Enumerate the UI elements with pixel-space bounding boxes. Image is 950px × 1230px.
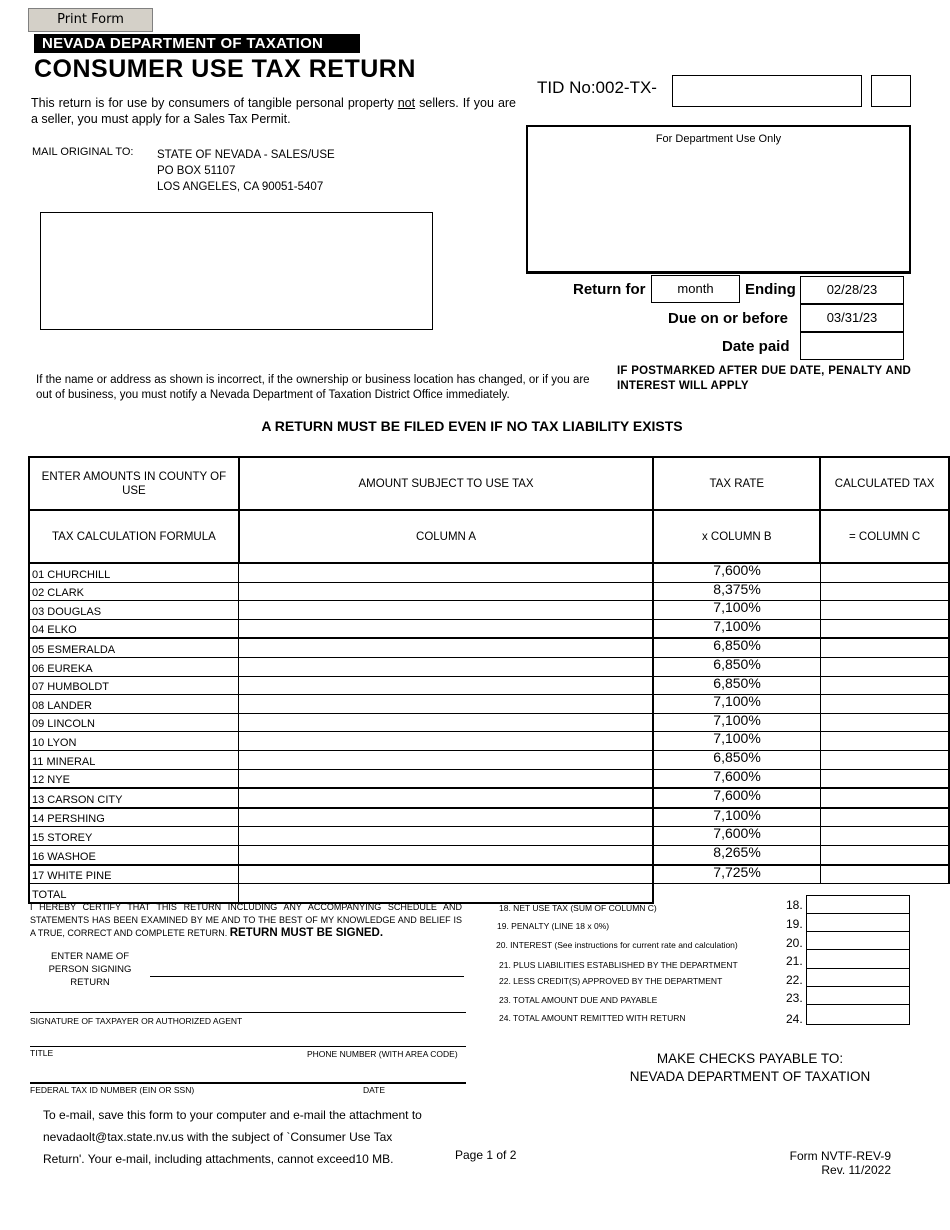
phone-label: PHONE NUMBER (WITH AREA CODE) [307,1049,458,1059]
tax-rate: 7,100% [653,695,820,714]
calculated-tax-input[interactable] [820,732,949,751]
amount-input[interactable] [239,657,654,676]
summary-label-24: 24. TOTAL AMOUNT REMITTED WITH RETURN [499,1013,686,1023]
calculated-tax-input[interactable] [820,676,949,695]
table-row [29,619,949,638]
calculated-tax-input[interactable] [820,808,949,827]
calculated-tax-input[interactable] [820,845,949,864]
fein-date-line[interactable] [30,1082,466,1084]
header-rate: TAX RATE [653,457,820,510]
amount-input[interactable] [239,788,654,808]
empty-cell [653,884,820,903]
intro-underlined: not [397,96,416,110]
county-name: 10 LYON [29,732,239,751]
tid-label: TID No:002-TX- [537,78,657,97]
tax-rate: 7,600% [653,827,820,846]
tax-rate: 7,100% [653,619,820,638]
amount-input[interactable] [239,638,654,657]
signer-name-label: ENTER NAME OF PERSON SIGNING RETURN [48,951,132,988]
calculated-tax-input[interactable] [820,619,949,638]
calculated-tax-input[interactable] [820,713,949,732]
signature-line[interactable] [30,1012,466,1013]
summary-num-18: 18. [786,898,803,912]
must-file-notice: A RETURN MUST BE FILED EVEN IF NO TAX LIABILITY EXISTS [261,418,683,434]
county-name: 13 CARSON CITY [29,788,239,808]
tax-rate: 6,850% [653,750,820,769]
formula-amount: COLUMN A [239,510,654,563]
summary-input-22[interactable] [806,968,910,987]
amount-input[interactable] [239,769,654,788]
county-name: 14 PERSHING [29,808,239,827]
table-row [29,845,949,864]
calculated-tax-input[interactable] [820,582,949,601]
tax-rate: 7,600% [653,563,820,582]
summary-label-18: 18. NET USE TAX (SUM OF COLUMN C) [499,903,657,913]
title-phone-line[interactable] [30,1046,466,1047]
table-row [29,865,949,884]
tax-rate: 7,100% [653,713,820,732]
mail-address-line: PO BOX 51107 [157,165,236,177]
table-row [29,695,949,714]
taxpayer-address-input[interactable] [40,212,433,330]
tid-input[interactable] [672,75,862,107]
table-row [29,827,949,846]
mail-label: MAIL ORIGINAL TO: [32,146,134,158]
tax-rate: 7,100% [653,732,820,751]
calculated-tax-input[interactable] [820,657,949,676]
certification-text [30,901,462,940]
calculated-tax-input[interactable] [820,601,949,620]
amount-input[interactable] [239,676,654,695]
county-name: 05 ESMERALDA [29,638,239,657]
amount-input[interactable] [239,808,654,827]
amount-input[interactable] [239,713,654,732]
summary-input-19[interactable] [806,913,910,932]
summary-label-23: 23. TOTAL AMOUNT DUE AND PAYABLE [499,995,658,1005]
calculated-tax-input[interactable] [820,695,949,714]
table-row [29,582,949,601]
amount-input[interactable] [239,582,654,601]
page-title: CONSUMER USE TAX RETURN [34,55,416,83]
return-for-label: Return for [573,281,646,298]
tax-calculation-table [28,456,950,904]
amount-input[interactable] [239,827,654,846]
table-header-row [29,457,949,510]
tax-rate: 6,850% [653,657,820,676]
tax-rate: 7,725% [653,865,820,884]
summary-label-20: 20. INTEREST (See instructions for current rate and calculation) [496,940,738,950]
make-checks-payable [600,1050,900,1086]
summary-num-19: 19. [786,917,803,931]
make-checks-line1: MAKE CHECKS PAYABLE TO: [656,1051,844,1066]
intro-part2: sellers. If you are a seller, you must apply for a Sales Tax Permit. [31,96,517,126]
tax-rate: 7,100% [653,808,820,827]
county-name: 06 EUREKA [29,657,239,676]
county-name: 12 NYE [29,769,239,788]
due-date-input[interactable]: 03/31/23 [800,304,904,332]
table-row [29,732,949,751]
mail-address-line: LOS ANGELES, CA 90051-5407 [157,181,324,193]
form-revision: Rev. 11/2022 [821,1163,891,1177]
address-change-notice: If the name or address as shown is incorrect, if the ownership or business location has changed, or if you are out of business, you must notify a Nevada Department of Taxation District Office immediately. [36,374,590,401]
table-row [29,638,949,657]
table-row [29,808,949,827]
date-paid-label: Date paid [722,338,790,355]
amount-input[interactable] [239,695,654,714]
amount-input[interactable] [239,865,654,884]
amount-input[interactable] [239,601,654,620]
summary-num-24: 24. [786,1012,803,1026]
certification-body: I HEREBY CERTIFY THAT THIS RETURN INCLUDING ANY ACCOMPANYING SCHEDULE AND STATEMENTS HAS BEEN EXAMINED BY ME AND TO THE BEST OF MY KNOWLEDGE AND BELIEF IS A TRUE, CORRECT AND COMPLETE RETURN. [30,902,462,938]
tid-check-digit-input[interactable] [871,75,911,107]
amount-input[interactable] [239,563,654,582]
table-row [29,676,949,695]
must-sign-notice: RETURN MUST BE SIGNED. [229,927,384,939]
department-banner: NEVADA DEPARTMENT OF TAXATION [34,34,360,53]
formula-calculated: = COLUMN C [820,510,949,563]
signature-label: SIGNATURE OF TAXPAYER OR AUTHORIZED AGENT [30,1016,243,1026]
fein-label: FEDERAL TAX ID NUMBER (EIN OR SSN) [30,1085,195,1095]
return-for-input[interactable]: month [651,275,740,303]
print-form-button[interactable]: Print Form [28,8,153,32]
mail-address-line: STATE OF NEVADA - SALES/USE [157,149,335,161]
table-row [29,713,949,732]
summary-num-21: 21. [786,954,803,968]
county-name: 08 LANDER [29,695,239,714]
calculated-tax-input[interactable] [820,827,949,846]
county-name: 02 CLARK [29,582,239,601]
tax-rate: 7,100% [653,601,820,620]
summary-num-22: 22. [786,973,803,987]
amount-input[interactable] [239,845,654,864]
ending-label: Ending [745,281,796,298]
tax-rate: 6,850% [653,676,820,695]
calculated-tax-input[interactable] [820,865,949,884]
tax-rate: 7,600% [653,769,820,788]
county-name: 09 LINCOLN [29,713,239,732]
table-row [29,563,949,582]
calculated-tax-input[interactable] [820,788,949,808]
amount-input[interactable] [239,619,654,638]
department-use-box [526,125,911,274]
formula-rate: x COLUMN B [653,510,820,563]
county-name: 15 STOREY [29,827,239,846]
tax-rate: 8,375% [653,582,820,601]
county-name: 11 MINERAL [29,750,239,769]
date-paid-input[interactable] [800,332,904,360]
postmark-warning: IF POSTMARKED AFTER DUE DATE, PENALTY AND INTEREST WILL APPLY [617,365,911,392]
county-name: 03 DOUGLAS [29,601,239,620]
calculated-tax-input[interactable] [820,750,949,769]
tax-rate: 8,265% [653,845,820,864]
mail-address [157,147,335,195]
county-name: 04 ELKO [29,619,239,638]
table-row [29,657,949,676]
ending-date-input[interactable]: 02/28/23 [800,276,904,304]
formula-county: TAX CALCULATION FORMULA [29,510,239,563]
summary-input-20[interactable] [806,931,910,950]
form-id [760,1149,891,1177]
summary-label-22: 22. LESS CREDIT(S) APPROVED BY THE DEPARTMENT [499,976,723,986]
summary-input-21[interactable] [806,949,910,969]
summary-num-23: 23. [786,991,803,1005]
table-formula-row [29,510,949,563]
summary-input-24[interactable] [806,1004,910,1025]
county-name: 16 WASHOE [29,845,239,864]
amount-input[interactable] [239,750,654,769]
calculated-tax-input[interactable] [820,769,949,788]
header-amount: AMOUNT SUBJECT TO USE TAX [239,457,654,510]
header-calculated: CALCULATED TAX [820,457,949,510]
calculated-tax-input[interactable] [820,563,949,582]
title-label: TITLE [30,1048,54,1058]
summary-label-19: 19. PENALTY (LINE 18 x 0%) [497,921,610,931]
county-name: 01 CHURCHILL [29,563,239,582]
summary-input-23[interactable] [806,986,910,1005]
tax-rate: 7,600% [653,788,820,808]
date-label: DATE [363,1085,386,1095]
calculated-tax-input[interactable] [820,638,949,657]
total-label: TOTAL [29,884,239,903]
table-row [29,769,949,788]
page-number: Page 1 of 2 [455,1148,517,1162]
table-row [29,750,949,769]
department-use-label: For Department Use Only [655,133,782,145]
summary-input-18[interactable] [806,895,910,914]
table-row [29,788,949,808]
summary-label-21: 21. PLUS LIABILITIES ESTABLISHED BY THE DEPARTMENT [499,960,738,970]
table-row [29,601,949,620]
summary-num-20: 20. [786,936,803,950]
county-name: 17 WHITE PINE [29,865,239,884]
intro-part1: This return is for use by consumers of tangible personal property [31,96,398,110]
amount-input[interactable] [239,732,654,751]
tax-rate: 6,850% [653,638,820,657]
header-county: ENTER AMOUNTS IN COUNTY OF USE [29,457,239,510]
signer-name-input[interactable] [150,976,464,977]
make-checks-line2: NEVADA DEPARTMENT OF TAXATION [629,1069,871,1084]
form-number: Form NVTF-REV-9 [789,1149,891,1163]
email-instructions: To e-mail, save this form to your computer and e-mail the attachment to nevadaolt@tax.state.nv.us with the subject of `Consumer Use Tax Return'. Your e-mail, including attachments, cannot exceed10 MB. [43,1108,422,1166]
intro-text [31,95,516,127]
county-name: 07 HUMBOLDT [29,676,239,695]
due-label: Due on or before [668,310,789,327]
total-amount-input[interactable] [239,884,654,903]
